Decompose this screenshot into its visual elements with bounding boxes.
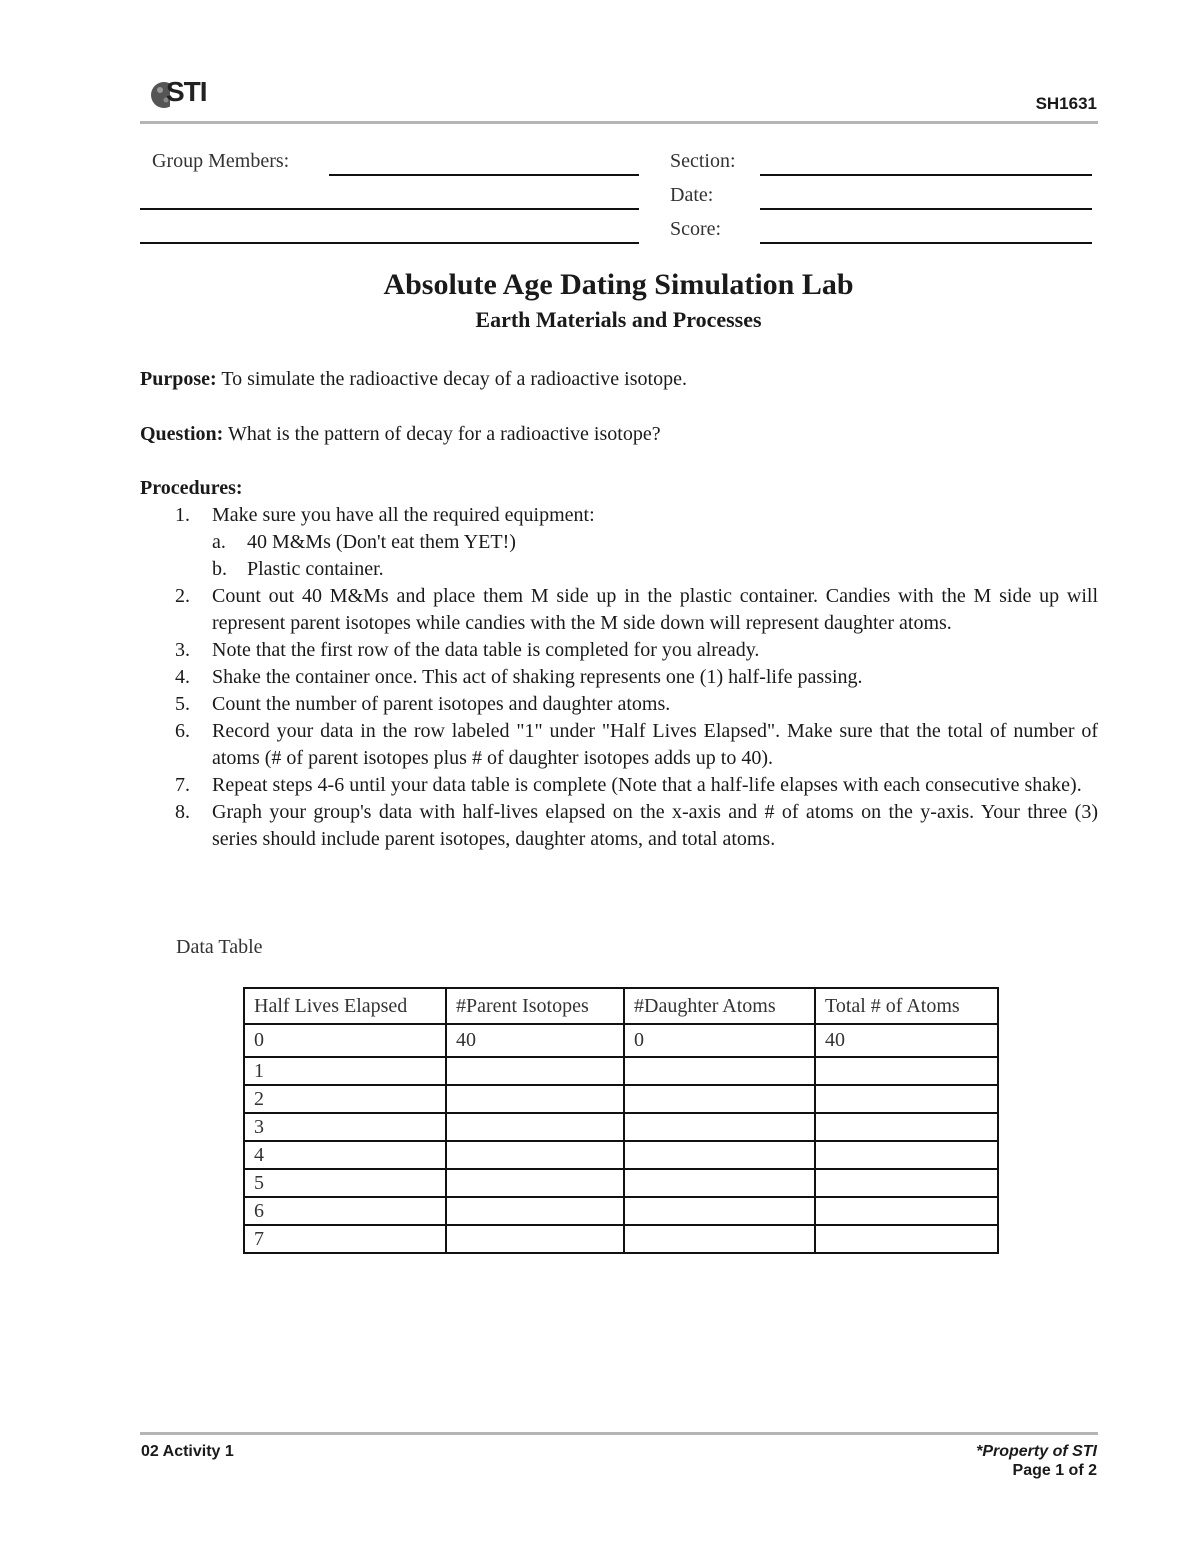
section-label: Section:	[670, 150, 736, 172]
question	[140, 423, 661, 446]
sti-logo	[150, 76, 230, 114]
table-cell: 0	[624, 1024, 815, 1057]
procedure-substep: a. 40 M&Ms (Don't eat them YET!)	[212, 531, 516, 553]
table-cell: 7	[244, 1225, 446, 1253]
procedure-step: 4. Shake the container once. This act of shaking represents one (1) half-life passing.	[175, 666, 863, 688]
score-label: Score:	[670, 218, 722, 240]
table-header: #Daughter Atoms	[624, 988, 815, 1024]
table-cell[interactable]	[624, 1113, 815, 1141]
table-cell: 3	[244, 1113, 446, 1141]
data-table	[243, 987, 999, 1254]
procedure-list	[140, 502, 1098, 853]
table-cell: 2	[244, 1085, 446, 1113]
procedure-step: 6. Record your data in the row labeled "1" under "Half Lives Elapsed". Make sure that the total of number of atoms (# of parent isotopes plus # of daughter isotopes adds up to 40).	[175, 720, 1098, 769]
question-text: What is the pattern of decay for a radioactive isotope?	[227, 423, 661, 445]
question-label: Question:	[140, 423, 224, 445]
section-field[interactable]	[760, 174, 1092, 176]
date-field[interactable]	[760, 208, 1092, 210]
table-cell[interactable]	[624, 1225, 815, 1253]
footer-divider	[140, 1432, 1098, 1435]
table-cell[interactable]	[624, 1085, 815, 1113]
group-member-field-3[interactable]	[140, 242, 639, 244]
table-cell[interactable]	[624, 1197, 815, 1225]
table-cell: 6	[244, 1197, 446, 1225]
table-cell[interactable]	[446, 1225, 624, 1253]
procedure-step: 5. Count the number of parent isotopes and daughter atoms.	[175, 693, 671, 715]
group-member-field-1[interactable]	[329, 174, 639, 176]
table-cell: 4	[244, 1141, 446, 1169]
table-cell[interactable]	[815, 1141, 998, 1169]
table-row	[244, 1141, 998, 1169]
page-subtitle: Earth Materials and Processes	[475, 307, 762, 332]
table-cell[interactable]	[624, 1057, 815, 1085]
table-cell[interactable]	[446, 1057, 624, 1085]
table-cell[interactable]	[446, 1085, 624, 1113]
logo-text: STI	[166, 76, 207, 107]
table-row	[244, 1057, 998, 1085]
table-cell[interactable]	[815, 1113, 998, 1141]
table-row	[244, 1113, 998, 1141]
procedure-step: 7. Repeat steps 4-6 until your data table is complete (Note that a half-life elapses with each consecutive shake).	[175, 774, 1082, 796]
page-title: Absolute Age Dating Simulation Lab	[383, 268, 854, 301]
table-cell[interactable]	[815, 1085, 998, 1113]
table-header: Total # of Atoms	[815, 988, 998, 1024]
header-divider	[140, 121, 1098, 124]
table-row	[244, 1197, 998, 1225]
procedure-step: 2. Count out 40 M&Ms and place them M side up in the plastic container. Candies with the M side up will represent parent isotopes while candies with the M side down will represent daughter atoms.	[175, 585, 1098, 634]
table-cell: 5	[244, 1169, 446, 1197]
table-row	[244, 1169, 998, 1197]
table-cell[interactable]	[446, 1113, 624, 1141]
table-cell: 40	[815, 1024, 998, 1057]
table-cell: 1	[244, 1057, 446, 1085]
procedures-heading: Procedures:	[140, 477, 243, 499]
table-cell[interactable]	[815, 1169, 998, 1197]
table-cell[interactable]	[624, 1141, 815, 1169]
table-row	[244, 1225, 998, 1253]
procedure-substep: b. Plastic container.	[212, 558, 384, 580]
purpose-text: To simulate the radioactive decay of a radioactive isotope.	[221, 368, 687, 390]
document-id: SH1631	[1035, 94, 1097, 113]
table-cell[interactable]	[624, 1169, 815, 1197]
procedure-step: 1. Make sure you have all the required equipment:	[175, 504, 595, 526]
table-cell[interactable]	[815, 1057, 998, 1085]
table-header: #Parent Isotopes	[446, 988, 624, 1024]
table-cell[interactable]	[815, 1225, 998, 1253]
purpose	[140, 368, 687, 391]
page-number: Page 1 of 2	[1012, 1462, 1097, 1479]
table-cell[interactable]	[446, 1141, 624, 1169]
table-cell[interactable]	[815, 1197, 998, 1225]
score-field[interactable]	[760, 242, 1092, 244]
group-member-field-2[interactable]	[140, 208, 639, 210]
date-label: Date:	[670, 184, 714, 206]
data-table-title: Data Table	[176, 936, 263, 958]
table-cell[interactable]	[446, 1169, 624, 1197]
table-cell[interactable]	[446, 1197, 624, 1225]
purpose-label: Purpose:	[140, 368, 217, 390]
procedure-step: 3. Note that the first row of the data table is completed for you already.	[175, 639, 760, 661]
table-cell: 40	[446, 1024, 624, 1057]
table-header: Half Lives Elapsed	[244, 988, 446, 1024]
group-members-label: Group Members:	[152, 150, 290, 172]
footer-property: *Property of STI	[976, 1443, 1097, 1460]
table-row	[244, 1024, 998, 1057]
procedure-step: 8. Graph your group's data with half-lives elapsed on the x-axis and # of atoms on the y-axis. Your three (3) series should include parent isotopes, daughter atoms, and total atoms.	[175, 801, 1098, 850]
footer-activity: 02 Activity 1	[141, 1443, 234, 1460]
table-row	[244, 1085, 998, 1113]
table-cell: 0	[244, 1024, 446, 1057]
